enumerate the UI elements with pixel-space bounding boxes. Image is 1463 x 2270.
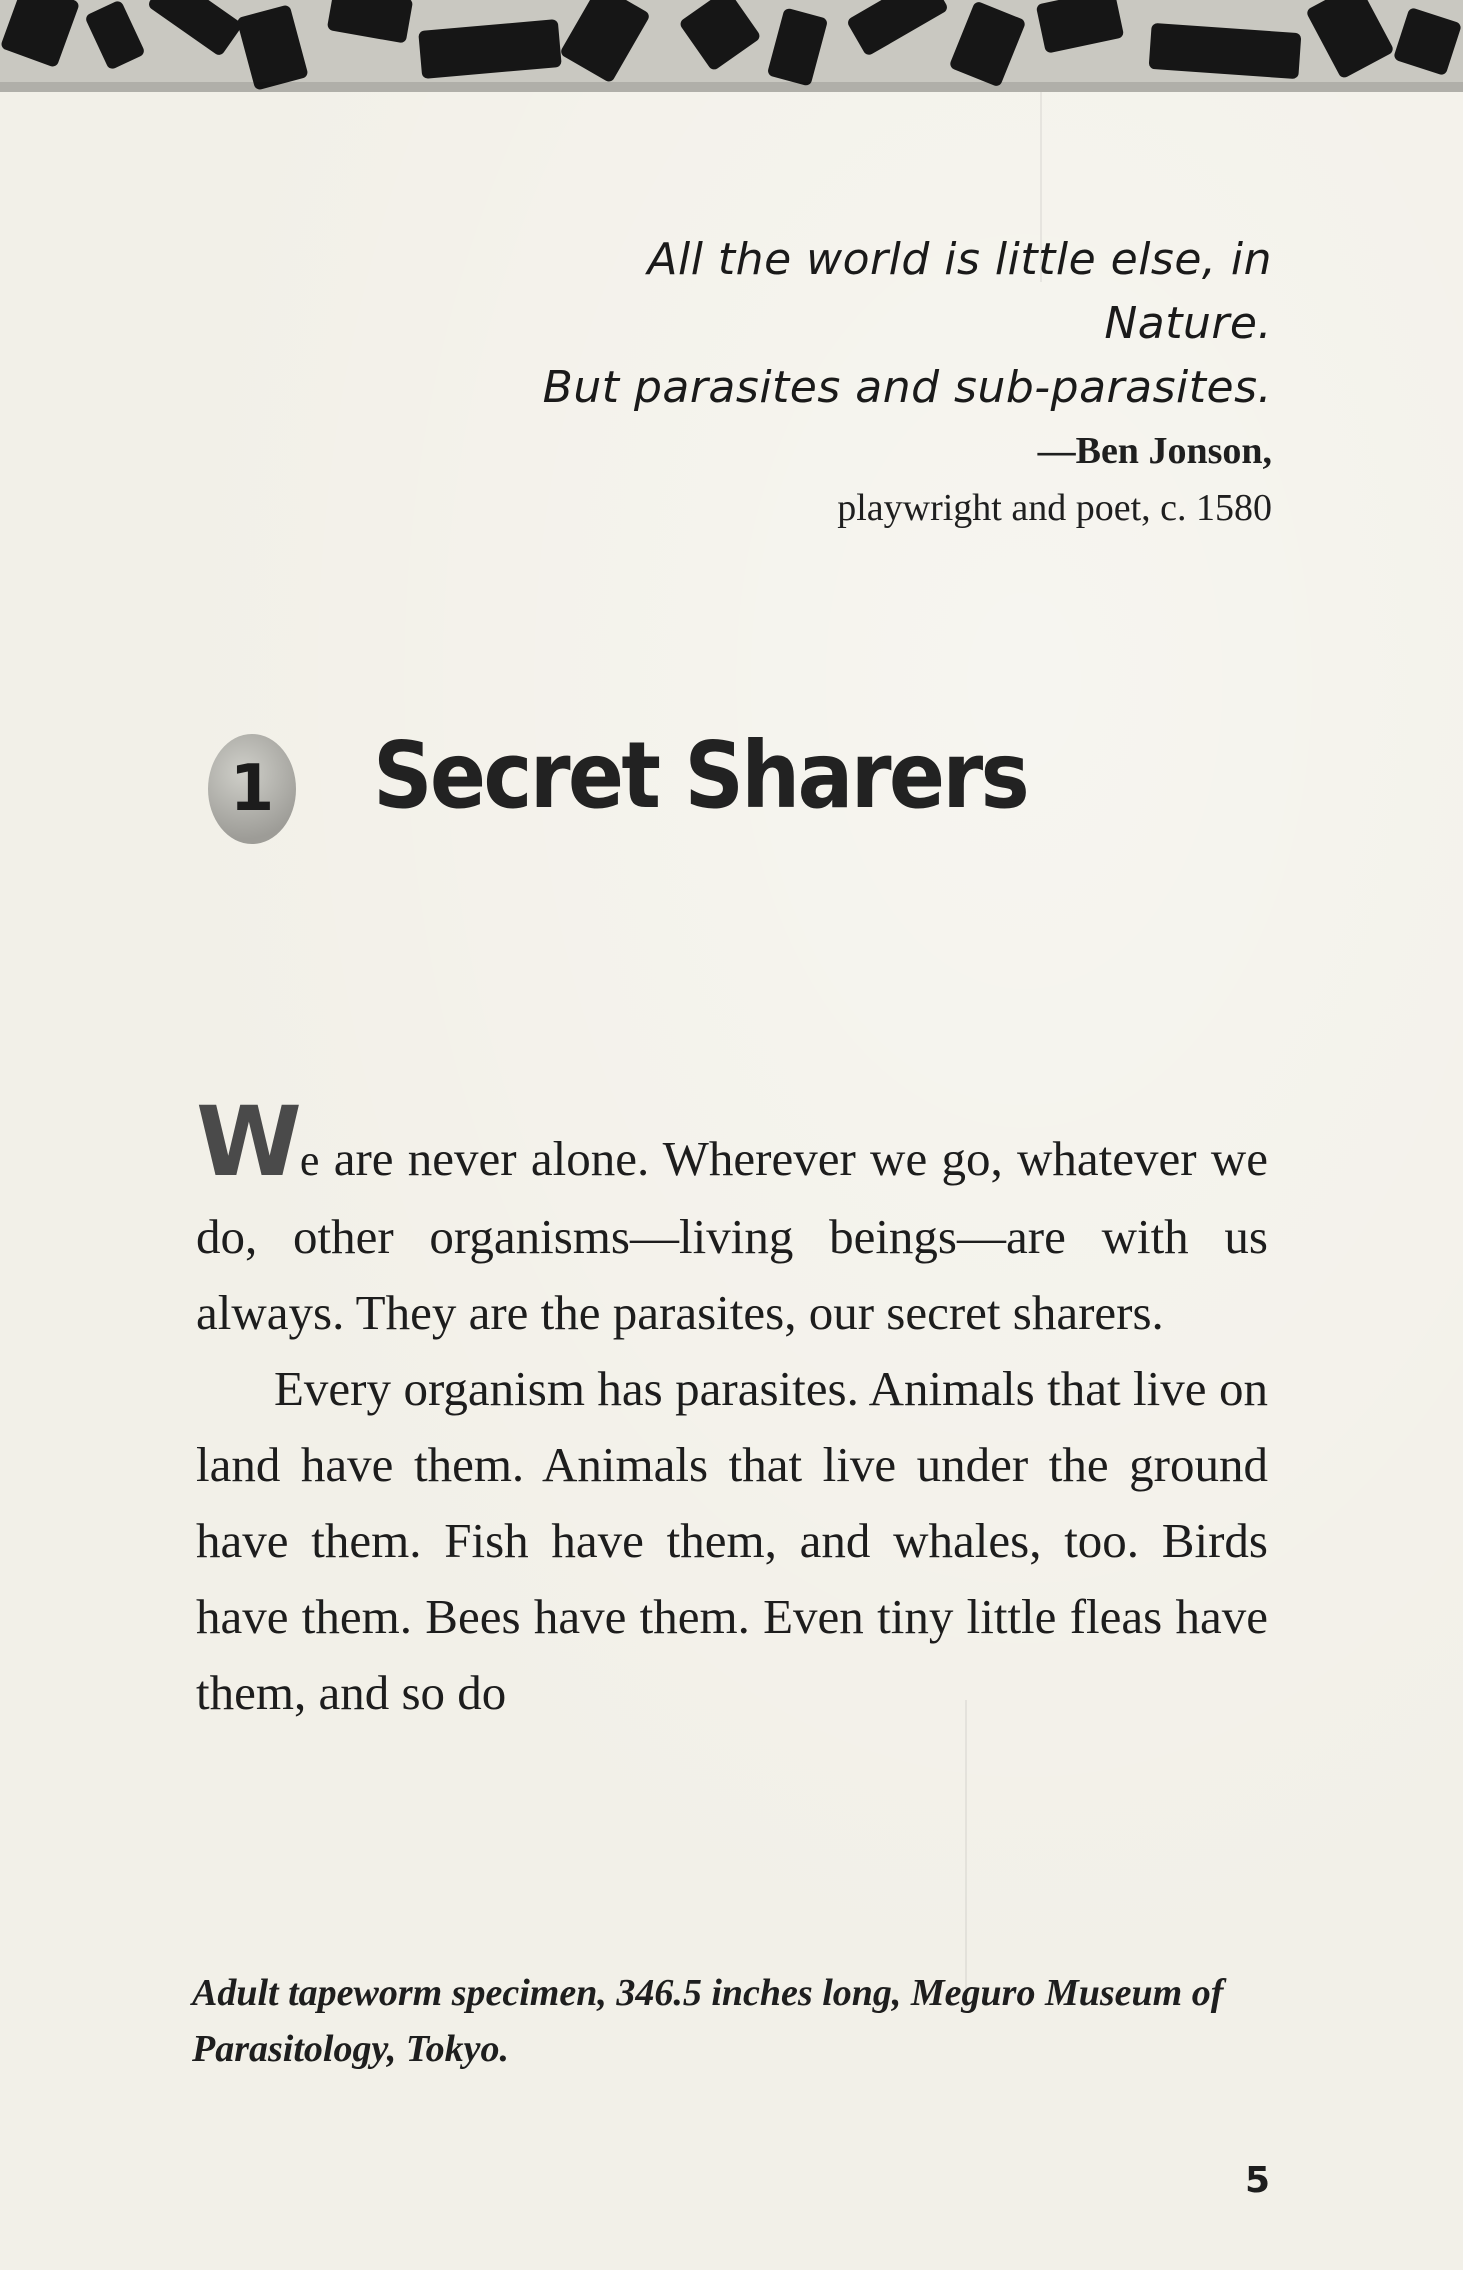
paragraph-1 bbox=[196, 1086, 1268, 1351]
epigraph-author-description: playwright and poet, c. 1580 bbox=[837, 487, 1272, 529]
epigraph-line-2: But parasites and sub-parasites. bbox=[542, 362, 1272, 413]
epigraph-line-1: All the world is little else, in Nature. bbox=[647, 234, 1272, 349]
drop-cap-rest: e bbox=[299, 1136, 320, 1185]
epigraph-author: —Ben Jonson, bbox=[1037, 430, 1272, 472]
drop-cap: W bbox=[196, 1086, 300, 1198]
paragraph-1-text: are never alone. Wherever we go, whatever we do, other organisms—living beings—are with us always. They are the parasites, our secret sharers. bbox=[196, 1131, 1268, 1340]
chapter-title: Secret Sharers bbox=[373, 722, 1028, 829]
chapter-number-badge bbox=[208, 734, 296, 844]
chapter-number: 1 bbox=[229, 752, 275, 826]
image-caption: Adult tapeworm specimen, 346.5 inches long, Meguro Museum of Parasitology, Tokyo. bbox=[192, 1972, 1224, 2070]
paragraph-2: Every organism has parasites. Animals that live on land have them. Animals that live under the ground have them. Fish have them, and whales, too. Birds have them. Bees have them. Even tiny little fleas have them, and so do bbox=[196, 1361, 1268, 1720]
body-text bbox=[196, 1086, 1268, 1731]
decorative-header-band bbox=[0, 0, 1463, 92]
chapter-heading bbox=[208, 722, 1108, 842]
epigraph bbox=[500, 228, 1272, 536]
page-number: 5 bbox=[1244, 2160, 1270, 2201]
